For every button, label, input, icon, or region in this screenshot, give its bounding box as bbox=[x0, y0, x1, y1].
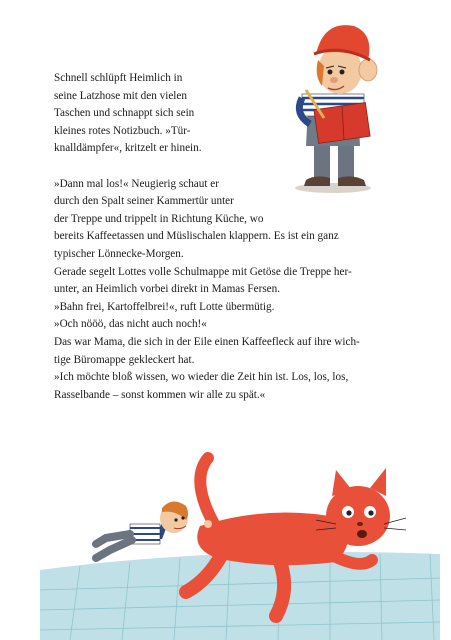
text-line: »Och nööö, das nicht auch noch!« bbox=[54, 318, 207, 331]
text-line: seine Latzhose mit den vielen bbox=[54, 89, 187, 102]
text-line: Das war Mama, die sich in der Eile einen Kaffeefleck auf ihre wich- bbox=[54, 335, 360, 348]
text-line: durch den Spalt seiner Kammertür unter bbox=[54, 195, 234, 208]
text-line: »Dann mal los!« Neugierig schaut er bbox=[54, 177, 219, 190]
text-line: »Bahn frei, Kartoffelbrei!«, ruft Lotte übermütig. bbox=[54, 300, 275, 313]
text-line: unter, an Heimlich vorbei direkt in Mamas Fersen. bbox=[54, 283, 281, 296]
text-line: Schnell schlüpft Heimlich in bbox=[54, 72, 183, 84]
paragraph-gap bbox=[54, 158, 399, 176]
text-line: typischer Lönnecke-Morgen. bbox=[54, 247, 184, 260]
story-text bbox=[54, 70, 399, 404]
text-line: bereits Kaffeetassen und Müslischalen klappern. Es ist ein ganz bbox=[54, 230, 339, 243]
running-cat-illustration bbox=[40, 450, 440, 640]
text-line: kleines rotes Notizbuch. »Tür- bbox=[54, 124, 191, 137]
text-line: Rasselbande – sonst kommen wir alle zu spät.« bbox=[54, 388, 266, 401]
text-line: knalldämpfer«, kritzelt er hinein. bbox=[54, 142, 202, 155]
text-line: »Ich möchte bloß wissen, wo wieder die Zeit hin ist. Los, los, los, bbox=[54, 371, 349, 384]
text-line: Gerade segelt Lottes volle Schulmappe mit Getöse die Treppe her- bbox=[54, 265, 352, 278]
text-line: Taschen und schnappt sich sein bbox=[54, 107, 195, 120]
text-line: der Treppe und trippelt in Richtung Küche, wo bbox=[54, 212, 264, 225]
text-line: tige Büromappe gekleckert hat. bbox=[54, 353, 195, 366]
